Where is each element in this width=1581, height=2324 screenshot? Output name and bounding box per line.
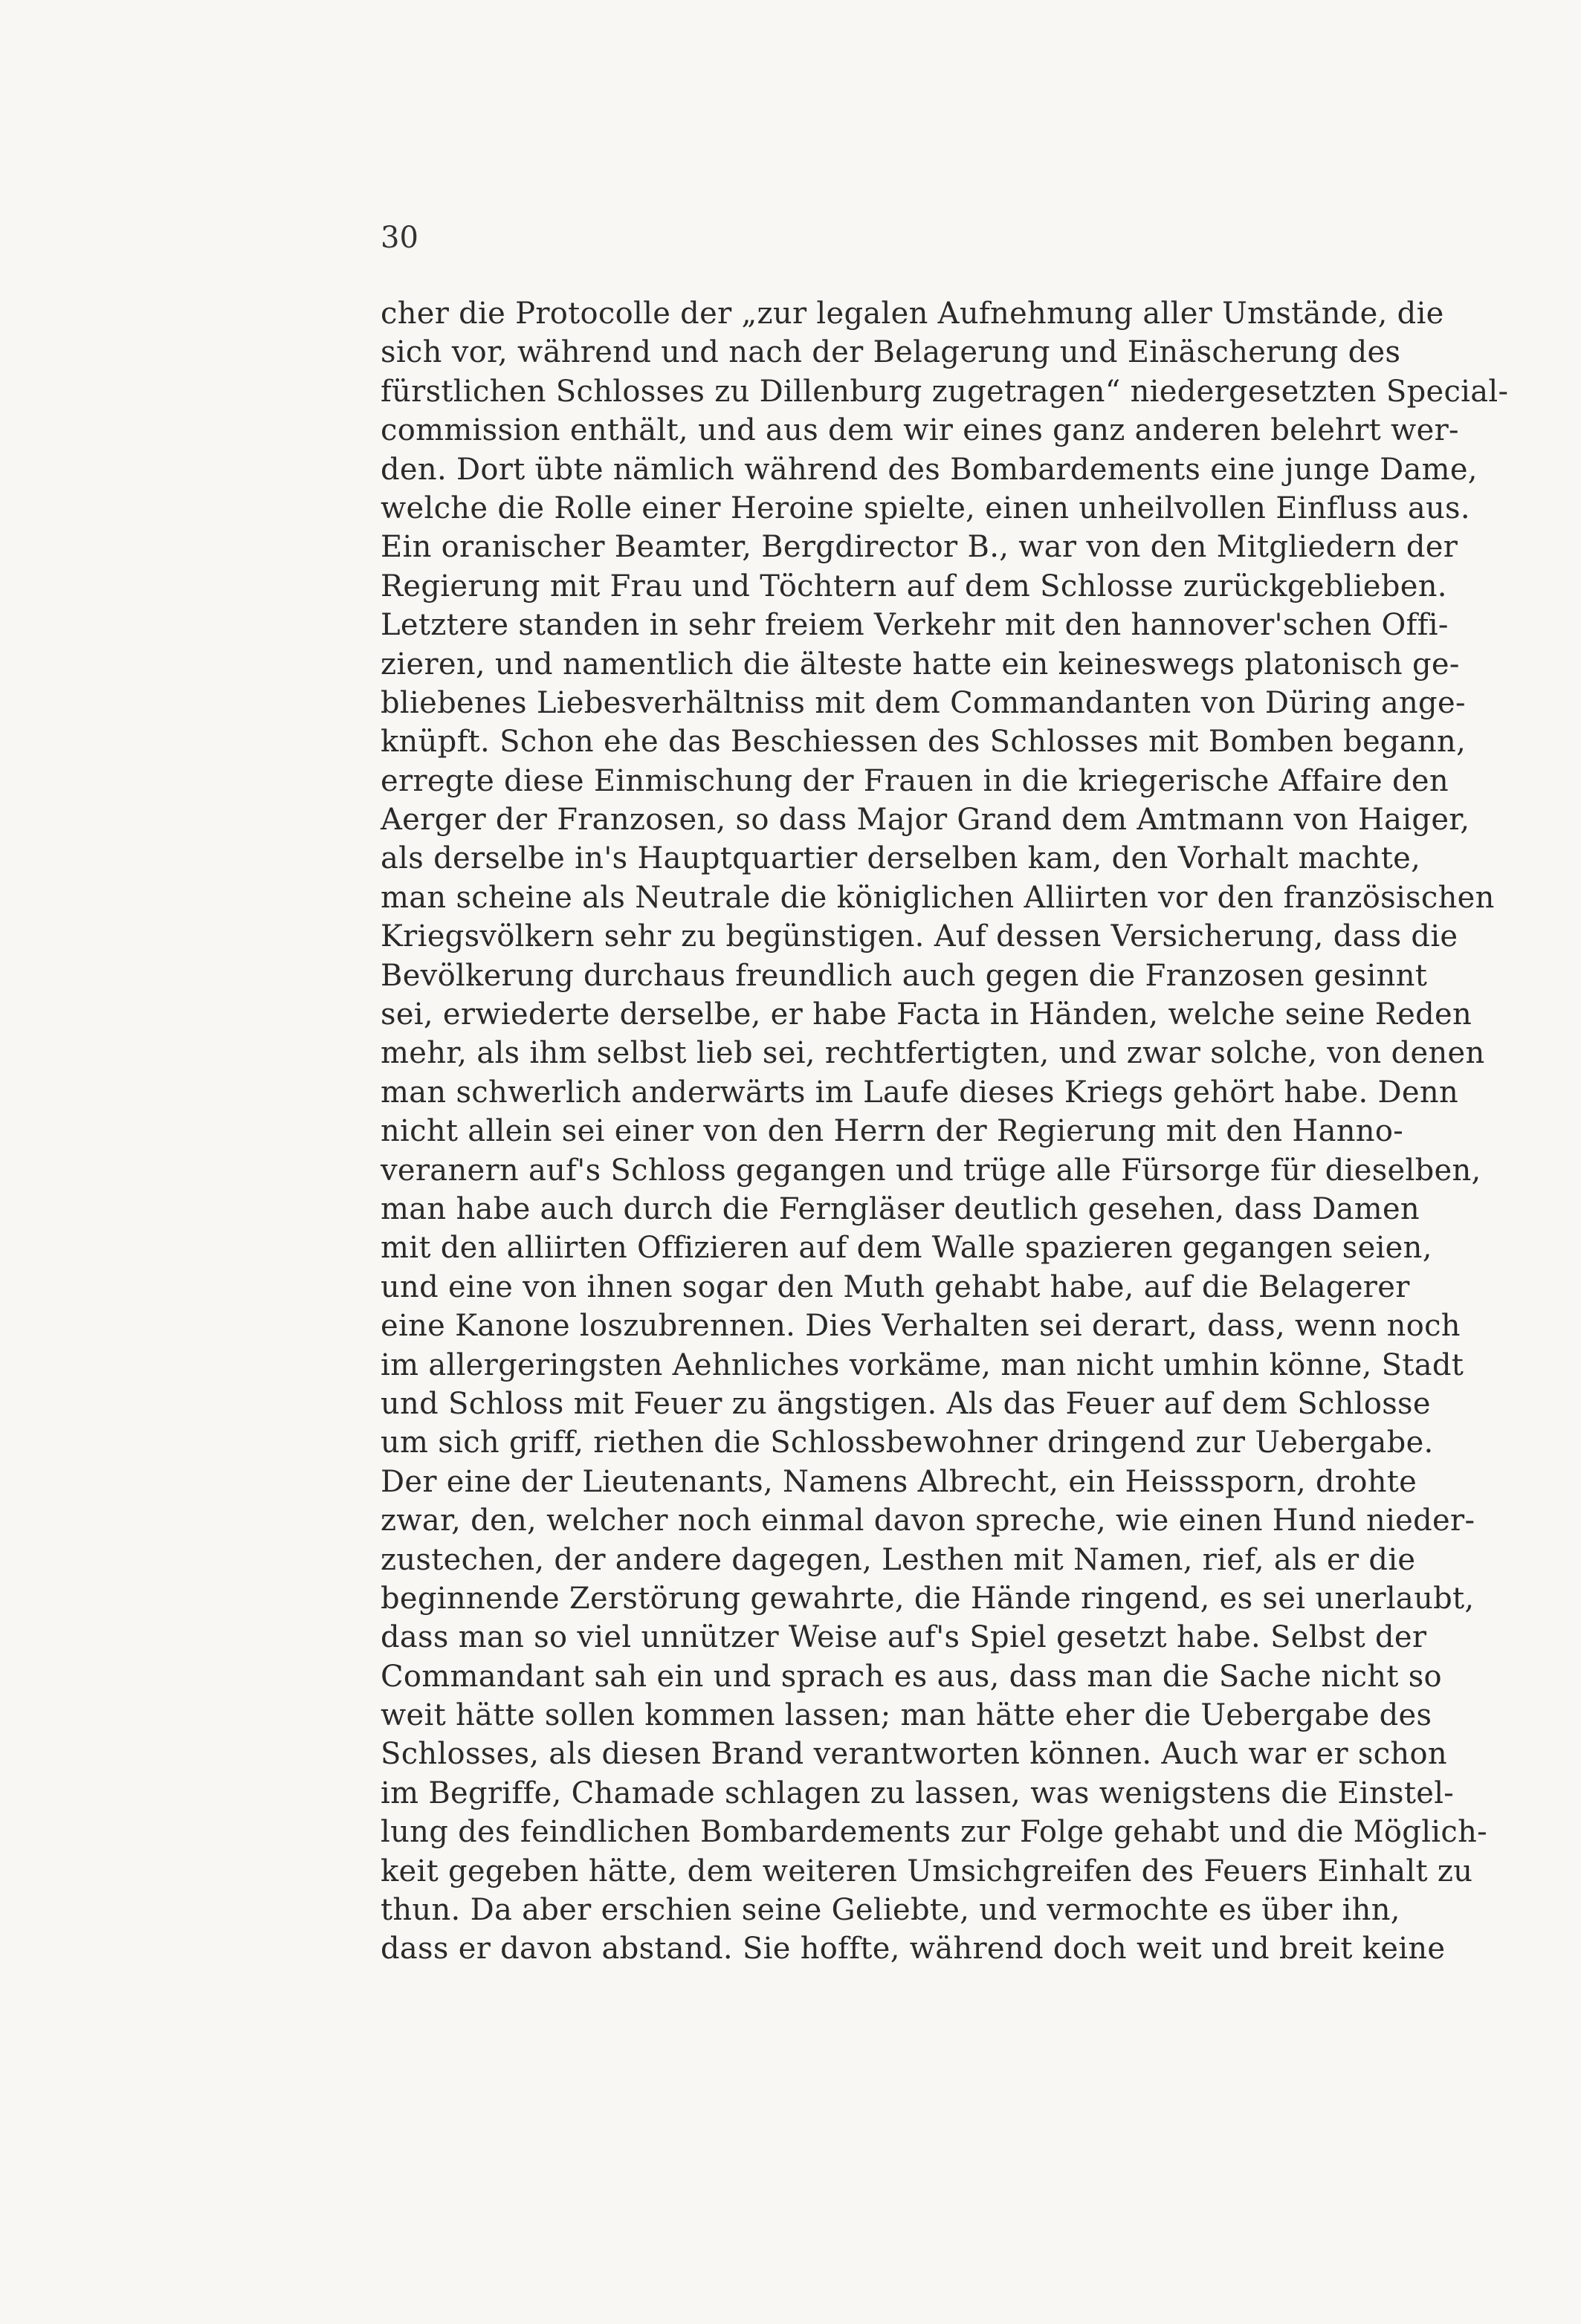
text-line: Schlosses, als diesen Brand verantworten können. Auch war er schon (381, 1737, 1447, 1772)
text-line: Ein oranischer Beamter, Bergdirector B., war von den Mitgliedern der (381, 530, 1458, 565)
text-line: Letztere standen in sehr freiem Verkehr mit den hannover'schen Offi- (381, 608, 1449, 643)
text-line: sich vor, während und nach der Belagerung und Einäscherung des (381, 335, 1401, 370)
text-line: cher die Protocolle der „zur legalen Aufnehmung aller Umstände, die (381, 297, 1444, 331)
text-line: Aerger der Franzosen, so dass Major Grand dem Amtmann von Haiger, (381, 803, 1470, 838)
text-line: keit gegeben hätte, dem weiteren Umsichgreifen des Feuers Einhalt zu (381, 1854, 1473, 1888)
text-line: weit hätte sollen kommen lassen; man hätte eher die Uebergabe des (381, 1698, 1432, 1733)
text-line: bliebenes Liebesverhältniss mit dem Commandanten von Düring ange- (381, 685, 1466, 720)
text-line: dass man so viel unnützer Weise auf's Spiel gesetzt habe. Selbst der (381, 1620, 1427, 1655)
text-line: welche die Rolle einer Heroine spielte, einen unheilvollen Einfluss aus. (381, 491, 1470, 525)
text-line: Regierung mit Frau und Töchtern auf dem Schlosse zurückgeblieben. (381, 569, 1447, 603)
text-line: zustechen, der andere dagegen, Lesthen mit Namen, rief, als er die (381, 1542, 1416, 1577)
text-line: im allergeringsten Aehnliches vorkäme, man nicht umhin könne, Stadt (381, 1347, 1464, 1382)
text-line: nicht allein sei einer von den Herrn der Regierung mit den Hanno- (381, 1114, 1404, 1149)
text-line: lung des feindlichen Bombardements zur Folge gehabt und die Möglich- (381, 1815, 1487, 1850)
text-line: Bevölkerung durchaus freundlich auch gegen die Franzosen gesinnt (381, 958, 1428, 993)
text-line: man schwerlich anderwärts im Laufe dieses Kriegs gehört habe. Denn (381, 1075, 1459, 1110)
text-line: commission enthält, und aus dem wir eines ganz anderen belehrt wer- (381, 413, 1459, 448)
text-line: veranern auf's Schloss gegangen und trüge alle Fürsorge für dieselben, (381, 1153, 1481, 1188)
text-line: man scheine als Neutrale die königlichen Alliirten vor den französischen (381, 880, 1495, 915)
text-line: thun. Da aber erschien seine Geliebte, und vermochte es über ihn, (381, 1893, 1400, 1928)
text-line: zwar, den, welcher noch einmal davon spreche, wie einen Hund nieder- (381, 1504, 1475, 1538)
text-line: im Begriffe, Chamade schlagen zu lassen, was wenigstens die Einstel- (381, 1776, 1455, 1810)
text-line: erregte diese Einmischung der Frauen in die kriegerische Affaire den (381, 763, 1449, 798)
text-line: fürstlichen Schlosses zu Dillenburg zugetragen“ niedergesetzten Special- (381, 374, 1509, 409)
text-line: mehr, als ihm selbst lieb sei, rechtfertigten, und zwar solche, von denen (381, 1036, 1485, 1071)
text-line: dass er davon abstand. Sie hoffte, während doch weit und breit keine (381, 1932, 1446, 1967)
text-line: als derselbe in's Hauptquartier derselben kam, den Vorhalt machte, (381, 841, 1421, 876)
text-line: Kriegsvölkern sehr zu begünstigen. Auf dessen Versicherung, dass die (381, 919, 1458, 954)
text-line: sei, erwiederte derselbe, er habe Facta in Händen, welche seine Reden (381, 997, 1472, 1032)
text-line: um sich griff, riethen die Schlossbewohner dringend zur Uebergabe. (381, 1425, 1434, 1460)
text-line: knüpft. Schon ehe das Beschiessen des Schlosses mit Bomben begann, (381, 725, 1467, 760)
text-line: man habe auch durch die Ferngläser deutlich gesehen, dass Damen (381, 1191, 1420, 1226)
text-line: zieren, und namentlich die älteste hatte ein keineswegs platonisch ge- (381, 647, 1460, 682)
text-line: eine Kanone loszubrennen. Dies Verhalten sei derart, dass, wenn noch (381, 1309, 1461, 1344)
body-text (381, 294, 1509, 1969)
text-line: Commandant sah ein und sprach es aus, dass man die Sache nicht so (381, 1659, 1442, 1694)
text-line: beginnende Zerstörung gewahrte, die Hände ringend, es sei unerlaubt, (381, 1581, 1475, 1616)
text-line: den. Dort übte nämlich während des Bombardements eine junge Dame, (381, 452, 1478, 487)
page-number: 30 (381, 221, 418, 255)
text-line: und Schloss mit Feuer zu ängstigen. Als das Feuer auf dem Schlosse (381, 1386, 1431, 1421)
text-line: Der eine der Lieutenants, Namens Albrecht, ein Heisssporn, drohte (381, 1464, 1417, 1499)
text-line: mit den alliirten Offizieren auf dem Walle spazieren gegangen seien, (381, 1231, 1432, 1266)
text-line: und eine von ihnen sogar den Muth gehabt habe, auf die Belagerer (381, 1269, 1410, 1304)
